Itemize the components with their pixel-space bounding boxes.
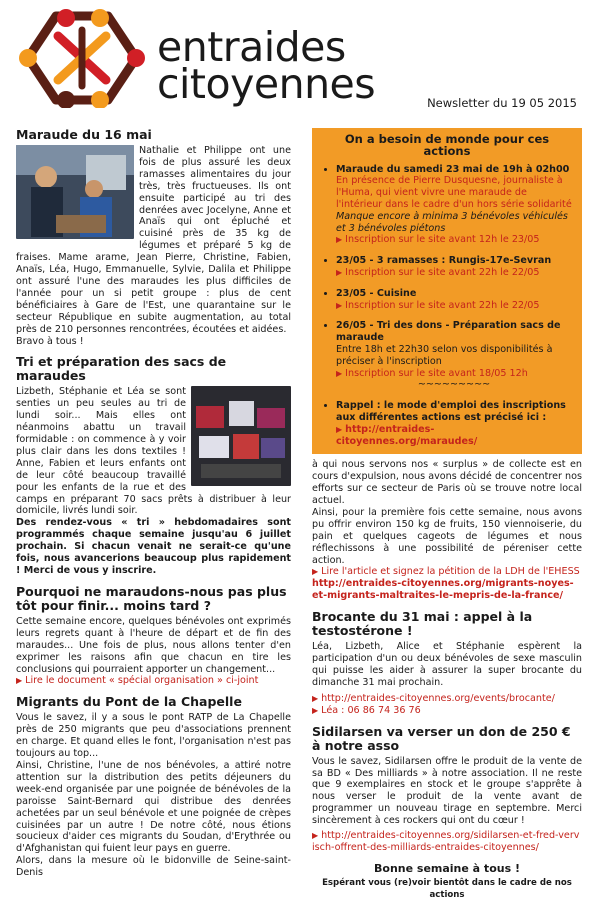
maraude-title: Maraude du 16 mai	[16, 127, 152, 142]
brocante-body: Léa, Lizbeth, Alice et Stéphanie espèrent la participation d'un ou deux bénévoles de sexe masculin qui puisse les aider à assurer la super brocante du dimanche 31 mai prochain.	[312, 641, 582, 688]
right-column	[312, 128, 582, 902]
brocante-link[interactable]: ▶ http://entraides-citoyennes.org/events/brocante/	[312, 692, 555, 704]
action-item: • 23/05 - Cuisine ▶ Inscription sur le site avant 22h le 22/05	[336, 288, 572, 312]
action-link[interactable]: ▶ Inscription sur le site avant 12h le 23/05	[336, 234, 540, 246]
brand-title-line1: entraides	[157, 23, 346, 71]
arrow-right-icon: ▶	[312, 831, 319, 841]
action-item: • 26/05 - Tri des dons - Préparation sacs de maraude Entre 18h et 22h30 selon vos disponibilités à préciser à l'inscription ▶ Inscription sur le site avant 18/05 12h ~~~~~~~~~	[336, 320, 572, 391]
left-column	[16, 128, 291, 879]
arrow-right-icon: ▶	[312, 705, 319, 715]
arrow-right-icon: ▶	[336, 424, 343, 434]
pourquoi-body: Cette semaine encore, quelques bénévoles ont exprimés leurs regrets quant à l'heure de départ et de fin des maraudes... Une fois de plus, nous allons tenter d'en exprimer les raisons afin que chacun en tire les conclusions qui pourraient apporter un changement...	[16, 615, 291, 675]
action-item: • 23/05 - 3 ramasses : Rungis-17e-Sevran ▶ Inscription sur le site avant 22h le 22/05	[336, 255, 572, 279]
arrow-right-icon: ▶	[312, 567, 319, 577]
brocante-phone[interactable]: ▶ Léa : 06 86 74 36 76	[312, 704, 421, 716]
migrants-body1: Vous le savez, il y a sous le pont RATP de La Chapelle près de 250 migrants que peu d'associations prennent en charge. Et quand elles le font, l'organisation n'est pas toujours au top...	[16, 712, 291, 760]
closing-title: Bonne semaine à tous !	[374, 861, 520, 875]
action-link[interactable]: ▶ http://entraides-citoyennes.org/maraudes/	[336, 423, 478, 447]
arrow-right-icon: ▶	[336, 235, 343, 245]
arrow-right-icon: ▶	[336, 368, 343, 378]
action-item: • Maraude du samedi 23 mai de 19h à 02h00 En présence de Pierre Dusquesne, journaliste à l'Huma, qui vient vivre une maraude de l'intérieur dans le cadre d'un hors série solidarité Manque encore à minima 3 bénévoles véhiculés et 3 bénévoles piétons ▶ Inscription sur le site avant 12h le 23/05	[336, 164, 572, 247]
arrow-right-icon: ▶	[312, 693, 319, 703]
arrow-right-icon: ▶	[336, 300, 343, 310]
action-link[interactable]: ▶ Inscription sur le site avant 18/05 12h	[336, 367, 528, 379]
arrow-right-icon: ▶	[336, 267, 343, 277]
tri-body: Lizbeth, Stéphanie et Léa se sont senties un peu seules au tri de lundi soir... Mais elles ont néanmoins abattu un travail formidable : on commence à y voir plus clair dans les dons textiles ! Anne, Fabien et leurs enfants ont de leur côté beaucoup travaillé pour les enfants de la rue et des camps en préparant 70 sacs prêts à distribuer à leur domicile, livrés lundi soir.	[16, 386, 291, 517]
migrants-body2: Ainsi, Christine, l'une de nos bénévoles, a attiré notre attention sur la distribution des petits déjeuners du week-end organisée par une poignée de bénévoles de la paroisse Saint-Bernard qui distribue des denrées achetées par un seul bénévole et une poignée de crèpes cuisinées par un autre ! De notre côté, nous étions soucieux d'aider ces migrants du Soudan, d'Erythrée ou d'Afghanistan qui fuient leur pays en guerre.	[16, 759, 291, 855]
ldh-link[interactable]: ▶ Lire l'article et signez la pétition de la LDH de l'EHESS	[312, 566, 580, 578]
action-link[interactable]: ▶ Inscription sur le site avant 22h le 22/05	[336, 266, 540, 278]
brand-title-line2: citoyennes	[157, 60, 376, 108]
logo	[18, 8, 146, 108]
tri-title: Tri et préparation des sacs de maraudes	[16, 354, 227, 384]
sidi-body: Vous le savez, Sidilarsen offre le produit de la vente de sa BD « Des milliards » à notre association. Il ne reste que 9 exemplaires en stock et le groupe s'apprête à nous verser le produit de la vente avant de programmer un nouveau tirage en septembre. Merci sincèrement à ces rockers qui ont du cœur !	[312, 755, 582, 827]
arrow-right-icon: ▶	[16, 676, 23, 686]
sidi-title: Sidilarsen va verser un don de 250 € à notre asso	[312, 723, 571, 753]
tri-photo	[191, 386, 291, 486]
maraude-body: Nathalie et Philippe ont une fois de plus assuré les deux ramasses alimentaires du jour très, très fructueuses. Ils ont ensuite participé au tri des denrées avec Jocelyne, Anne et Anaïs qui ont épluché et cuisiné près de 35 kg de légumes et préparé 5 kg de fraises. Mame arame, Jean Pierre, Christine, Fabien, Anaïs, Léa, Hugo, Emmanuelle, Sylvie, Dalila et Philippe ont assuré l'une des maraudes les plus difficiles de l'année pour un si petit groupe : plus de cent bénéficiaires à Gare de l'Est, une quarantaine sur le secteur République en subite augmentation, au total près de 210 personnes rencontrées, écoutées et aidées.	[16, 145, 291, 335]
tri-body2: Des rendez-vous « tri » hebdomadaires sont programmés chaque semaine jusqu'au 6 juillet prochain. Si chacun venait ne serait-ce qu'une fois, nous avancerions beaucoup plus rapidement ! Merci de vous y inscrire.	[16, 517, 291, 576]
pourquoi-title: Pourquoi ne maraudons-nous pas plus tôt pour finir... moins tard ?	[16, 583, 287, 613]
pourquoi-link[interactable]: ▶ Lire le document « spécial organisation » ci-joint	[16, 675, 259, 687]
migrants-body3: Alors, dans la mesure où le bidonville de Seine-saint-Denis	[16, 855, 291, 879]
action-link[interactable]: ▶ Inscription sur le site avant 22h le 22/05	[336, 299, 540, 311]
closing-subtitle: Espérant vous (re)voir bientôt dans le cadre de nos actions	[322, 877, 572, 900]
migrants-continued: à qui nous servons nos « surplus » de collecte est en cours d'expulsion, nous avons décidé de concentrer nos efforts sur ce secteur de Paris où se trouve notre local actuel.	[312, 459, 582, 507]
action-item: • Rappel : le mode d'emploi des inscriptions aux différentes actions est précisé ici : ▶ http://entraides-citoyennes.org/maraudes/	[336, 400, 572, 447]
actions-box	[312, 128, 582, 454]
maraude-photo	[16, 145, 134, 239]
migrants-continued2: Ainsi, pour la première fois cette semaine, nous avons pu offrir environ 150 kg de fruits, 150 viennoiserie, du pain et quelques cageots de légumes et nous réflechissons à une possibilité de péreniser cette action.	[312, 506, 582, 566]
newsletter-date: Newsletter du 19 05 2015	[427, 96, 577, 110]
actions-box-title: On a besoin de monde pour ces actions	[344, 132, 550, 158]
migrants-title: Migrants du Pont de la Chapelle	[16, 694, 242, 710]
maraude-bravo: Bravo à tous !	[16, 335, 84, 347]
ldh-url[interactable]: http://entraides-citoyennes.org/migrants-noyes-et-migrants-maltraites-le-mepris-de-la-france/	[312, 578, 574, 602]
sidi-link[interactable]: ▶ http://entraides-citoyennes.org/sidilarsen-et-fred-vervisch-offrent-des-milliards-entraides-citoyennes/	[312, 830, 580, 853]
brocante-title: Brocante du 31 mai : appel à la testostérone !	[312, 609, 533, 639]
